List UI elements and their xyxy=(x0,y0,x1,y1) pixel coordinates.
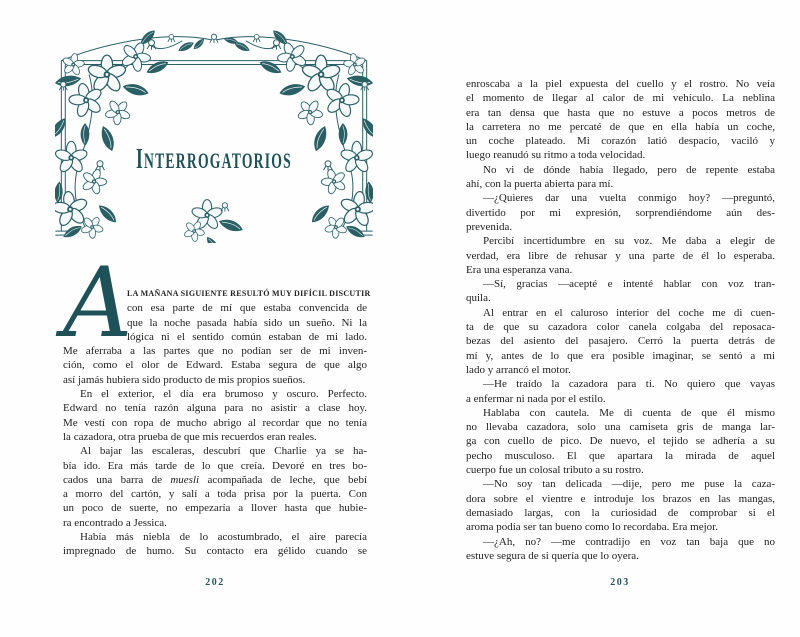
text-line: dora sobre el vientre e introduje los brazos en las mangas, xyxy=(466,492,775,505)
paragraph xyxy=(466,535,775,564)
text-line: enroscaba a la piel expuesta del cuello y el rostro. No veía xyxy=(466,78,775,90)
paragraph xyxy=(466,163,775,192)
paragraph xyxy=(466,77,775,163)
text-line: aroma podía ser tan bueno como lo recordaba. Era mejor. xyxy=(466,521,718,534)
text-line: Edward no tenía razón alguna para no asistir a clase hoy. xyxy=(63,402,367,415)
text-line: ahí, con la puerta abierta para mí. xyxy=(466,178,614,191)
paragraph xyxy=(466,234,775,277)
text-line: cados una barra de muesli acompañada de leche, que bebí xyxy=(63,473,367,486)
text-line: —¿Ah, no? —me contradijo en voz tan baja que no xyxy=(483,535,775,548)
ornament-right-half xyxy=(214,29,373,243)
text-line: estuve segura de si quería que lo oyera. xyxy=(466,549,639,562)
text-line: demasiado largas, con la curiosidad de comprobar si el xyxy=(466,506,775,519)
text-line: —No soy tan delicada —dije, pero me puse la caza- xyxy=(483,478,775,491)
text-line: a morro del cartón, y salí a toda prisa por la puerta. Con xyxy=(63,488,367,501)
paragraph xyxy=(63,444,367,530)
text-line: pecho musculoso. El que apartara la mirada de aquel xyxy=(466,449,775,462)
text-line: un poco de suerte, no empezaría a llover hasta que hubie- xyxy=(63,502,367,515)
text-line: divertido por mi expresión, sorprendiéndome aún des- xyxy=(466,206,775,219)
ornament-bottom-sprig xyxy=(180,200,244,243)
chapter-title: INTERROGATORIOS xyxy=(136,144,292,175)
paragraph xyxy=(466,306,775,377)
text-line: cuerpo fue un colosal tributo a su rostro. xyxy=(466,464,644,477)
text-line: la carretera no me percaté de que en ella había un coche, xyxy=(466,120,775,133)
text-line: ga con cuello de pico. De nuevo, el tejido se adhería a su xyxy=(466,435,775,448)
text-line: el momento de llegar al calor de mi vehículo. La neblina xyxy=(466,92,775,105)
text-line: —He traído la cazadora para ti. No quiero que vayas xyxy=(483,378,775,391)
right-page-text xyxy=(466,77,775,563)
page-number-left: 202 xyxy=(205,577,225,588)
text-line: Me aferraba a las partes que no podían ser de mi inven- xyxy=(63,345,367,358)
text-line: Había más niebla de lo acostumbrado, el aire parecía xyxy=(80,531,367,544)
text-line: —¿Quieres dar una vuelta conmigo hoy? —preguntó, xyxy=(483,192,775,205)
paragraph xyxy=(466,191,775,234)
text-line: quila. xyxy=(466,292,491,305)
text-line: que la noche pasada había sido un sueño. Ni la xyxy=(127,316,367,329)
text-line: Al entrar en el caluroso interior del coche me di cuen- xyxy=(483,306,775,319)
paragraph xyxy=(63,387,367,444)
text-line: la cazadora, otra prueba de que mis recuerdos eran reales. xyxy=(63,430,317,443)
text-line: Me vestí con ropa de mucho abrigo al recordar que no tenía xyxy=(63,416,367,429)
left-page-text xyxy=(63,247,371,559)
page-number-right: 203 xyxy=(610,577,630,588)
ornament-left-half xyxy=(55,29,214,243)
text-line: lógica ni el sentido común estaban de mi lado. xyxy=(127,330,367,343)
text-line: impregnado de humo. Su contacto era gélido cuando se xyxy=(63,545,367,558)
text-line: lado y arrancó el motor. xyxy=(466,363,571,376)
floral-ornament-graphic xyxy=(55,13,373,243)
paragraph xyxy=(466,406,775,477)
text-line: bía ido. Era más tarde de lo que creía. Devoré en tres bo- xyxy=(63,459,367,472)
text-line: bezas del asiento del pasajero. Cerró la puerta detrás de xyxy=(466,335,775,348)
text-line: luego reanudó su ritmo a toda velocidad. xyxy=(466,149,646,162)
text-line: con esa parte de mí que estaba convencida de xyxy=(127,302,367,315)
text-line: ra encontrado a Jessica. xyxy=(63,516,167,529)
text-line: ta de que su cazadora color canela colgaba del reposaca- xyxy=(466,321,775,334)
paragraph xyxy=(466,277,775,306)
paragraph xyxy=(466,477,775,534)
drop-cap: A xyxy=(63,247,133,359)
text-line: ción, como el olor de Edward. Estaba segura de que algo xyxy=(63,359,367,372)
text-line: LA MAÑANA SIGUIENTE RESULTÓ MUY DIFÍCIL DISCUTIR xyxy=(127,289,371,298)
paragraph xyxy=(466,377,775,406)
text-line: a enfermar ni nada por el estilo. xyxy=(466,392,606,405)
text-line: un coche plateado. Mi corazón latió despacio, vaciló y xyxy=(466,135,775,148)
text-line: mí y, antes de lo que era posible imaginar, se sentó a mi xyxy=(466,349,775,362)
text-line: Era una esperanza vana. xyxy=(466,263,573,276)
text-line: era tan densa que hasta que no estuve a pocos metros de xyxy=(466,106,775,119)
ornament-center-top xyxy=(191,34,238,50)
text-line: Hablaba con cautela. Me di cuenta de que él mismo xyxy=(483,406,775,419)
text-line: prevenida. xyxy=(466,220,513,233)
text-line: no llevaba cazadora, solo una camiseta gris de manga lar- xyxy=(466,421,775,434)
text-line: En el exterior, el día era brumoso y oscuro. Perfecto. xyxy=(80,388,367,401)
text-line: verdad, era libre de rehusar y una parte de él lo esperaba. xyxy=(466,249,775,262)
text-line: —Sí, gracias —acepté e intenté hablar con voz tran- xyxy=(483,278,775,291)
text-line: así jamás hubiera sido producto de mis propios sueños. xyxy=(63,373,306,386)
text-line: Al bajar las escaleras, descubrí que Charlie ya se ha- xyxy=(80,445,367,458)
paragraph xyxy=(63,247,371,387)
text-line: Percibí incertidumbre en su voz. Me daba a elegir de xyxy=(483,235,775,248)
text-line: No vi de dónde había llegado, pero de repente estaba xyxy=(483,163,775,176)
paragraph xyxy=(63,530,367,559)
